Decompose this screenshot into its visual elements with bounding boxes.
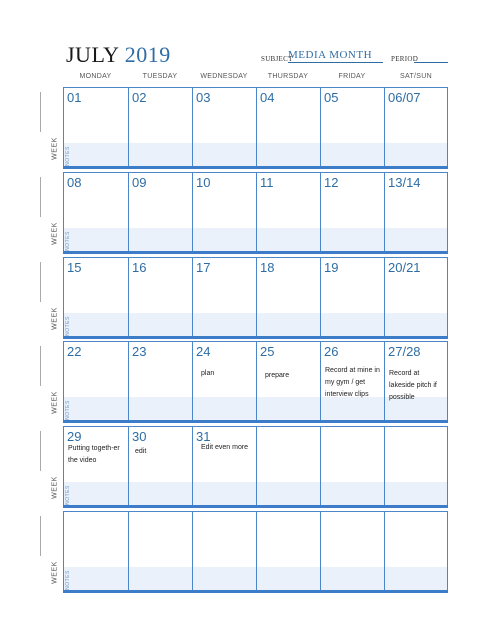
date-number: 20/21	[388, 260, 421, 275]
day-cell[interactable]	[385, 258, 449, 336]
day-cell[interactable]	[64, 88, 129, 166]
period-field[interactable]	[414, 62, 448, 63]
week-divider-line	[40, 516, 41, 556]
page-title	[66, 42, 171, 68]
notes-label: NOTES	[65, 400, 71, 420]
day-cell[interactable]	[193, 427, 257, 505]
week-row	[63, 172, 448, 252]
week-label: WEEK	[51, 307, 59, 330]
week-accent-bar	[63, 251, 448, 254]
week-label: WEEK	[51, 476, 59, 499]
date-number: 17	[196, 260, 211, 275]
date-number: 11	[260, 175, 274, 190]
day-cell[interactable]	[64, 342, 129, 420]
week-label: WEEK	[51, 391, 59, 414]
date-number: 04	[260, 90, 275, 105]
day-cell[interactable]	[257, 88, 321, 166]
week-divider-line	[40, 92, 41, 132]
day-header-thursday: THURSDAY	[267, 73, 309, 80]
day-cell[interactable]	[64, 512, 129, 590]
day-cell[interactable]	[321, 88, 385, 166]
day-cell[interactable]	[385, 342, 449, 420]
day-cell[interactable]	[64, 173, 129, 251]
day-cell[interactable]	[257, 512, 321, 590]
day-cell[interactable]	[129, 258, 193, 336]
date-number: 12	[324, 175, 339, 190]
date-number: 22	[67, 344, 82, 359]
day-cell[interactable]	[129, 173, 193, 251]
date-number: 19	[324, 260, 339, 275]
subject-field[interactable]: MEDIA MONTH	[288, 49, 383, 63]
date-number: 29	[67, 429, 82, 444]
week-divider-line	[40, 262, 41, 302]
day-note: Putting togeth-er the video	[68, 445, 120, 464]
month-label: JULY	[66, 42, 119, 67]
day-header-sat-sun: SAT/SUN	[400, 73, 432, 80]
week-row	[63, 257, 448, 337]
week-divider-line	[40, 177, 41, 217]
notes-label: NOTES	[65, 316, 71, 336]
day-note: plan	[201, 370, 215, 377]
day-cell[interactable]	[321, 342, 385, 420]
date-number: 05	[324, 90, 339, 105]
day-cell[interactable]	[321, 258, 385, 336]
day-cell[interactable]	[321, 512, 385, 590]
year-label: 2019	[124, 42, 171, 67]
week-label: WEEK	[51, 222, 59, 245]
notes-label: NOTES	[65, 146, 71, 166]
period-label: PERIOD	[391, 55, 419, 63]
date-number: 24	[196, 344, 211, 359]
day-note: Edit even more	[201, 444, 249, 451]
date-number: 10	[196, 175, 211, 190]
week-divider-line	[40, 431, 41, 471]
week-accent-bar	[63, 420, 448, 423]
day-cell[interactable]	[129, 427, 193, 505]
week-label: WEEK	[51, 137, 59, 160]
date-number: 15	[67, 260, 82, 275]
date-number: 06/07	[388, 90, 421, 105]
day-cell[interactable]	[193, 512, 257, 590]
date-number: 31	[196, 429, 211, 444]
week-row	[63, 511, 448, 591]
date-number: 16	[132, 260, 147, 275]
notes-label: NOTES	[65, 231, 71, 251]
week-row	[63, 426, 448, 506]
date-number: 23	[132, 344, 147, 359]
day-header-wednesday: WEDNESDAY	[200, 73, 248, 80]
day-note: edit	[135, 448, 147, 455]
week-accent-bar	[63, 505, 448, 508]
date-number: 27/28	[388, 344, 421, 359]
day-cell[interactable]	[64, 258, 129, 336]
day-cell[interactable]	[129, 512, 193, 590]
date-number: 08	[67, 175, 82, 190]
week-accent-bar	[63, 166, 448, 169]
day-cell[interactable]	[385, 427, 449, 505]
subject-label: SUBJECT	[261, 55, 293, 63]
date-number: 01	[67, 90, 82, 105]
day-note: prepare	[265, 372, 290, 379]
day-header-tuesday: TUESDAY	[142, 73, 178, 80]
day-cell[interactable]	[257, 427, 321, 505]
day-cell[interactable]	[385, 88, 449, 166]
day-cell[interactable]	[129, 88, 193, 166]
week-accent-bar	[63, 336, 448, 339]
date-number: 13/14	[388, 175, 421, 190]
date-number: 26	[324, 344, 339, 359]
day-cell[interactable]	[257, 342, 321, 420]
week-divider-line	[40, 346, 41, 386]
day-cell[interactable]	[193, 258, 257, 336]
day-cell[interactable]	[257, 173, 321, 251]
date-number: 25	[260, 344, 275, 359]
date-number: 02	[132, 90, 147, 105]
date-number: 18	[260, 260, 275, 275]
notes-label: NOTES	[65, 570, 71, 590]
day-cell[interactable]	[385, 512, 449, 590]
day-header-monday: MONDAY	[79, 73, 112, 80]
day-cell[interactable]	[193, 342, 257, 420]
day-cell[interactable]	[321, 427, 385, 505]
week-label: WEEK	[51, 561, 59, 584]
day-note: Record at lakeside pitch if possible	[389, 370, 437, 401]
day-cell[interactable]	[64, 427, 129, 505]
day-cell[interactable]	[193, 88, 257, 166]
day-cell[interactable]	[129, 342, 193, 420]
date-number: 09	[132, 175, 147, 190]
date-number: 30	[132, 429, 147, 444]
week-row	[63, 87, 448, 167]
notes-label: NOTES	[65, 485, 71, 505]
week-row	[63, 341, 448, 421]
day-note: Record at mine in my gym / get interview clips	[325, 367, 380, 398]
date-number: 03	[196, 90, 211, 105]
day-cell[interactable]	[385, 173, 449, 251]
day-cell[interactable]	[257, 258, 321, 336]
day-cell[interactable]	[193, 173, 257, 251]
day-cell[interactable]	[321, 173, 385, 251]
day-header-friday: FRIDAY	[338, 73, 366, 80]
week-accent-bar	[63, 590, 448, 593]
